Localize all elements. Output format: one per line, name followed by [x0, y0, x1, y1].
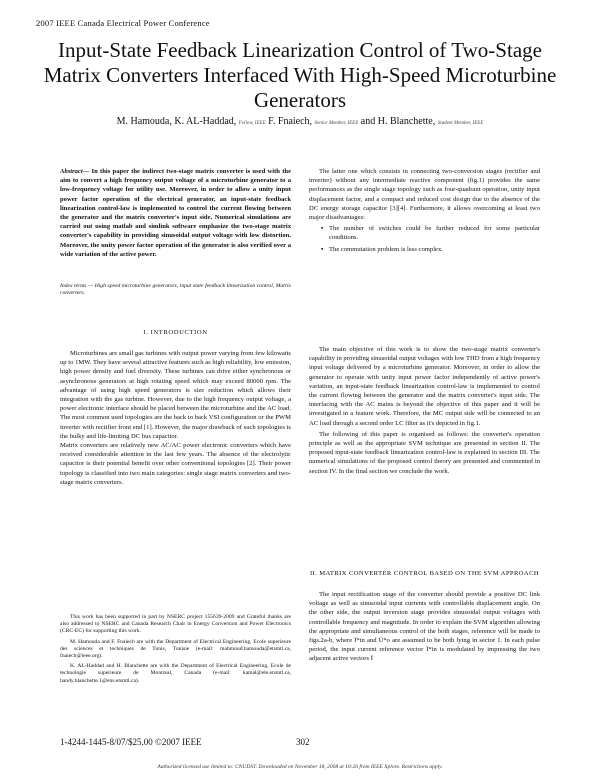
right-intro-paragraph: The latter one which consists in connecting two-conversion stages (rectifier and inverter) without any intermediate reactive component (fig.1) provides the same performances as the single stage topology such as four-quadrant operation, unity input displacement factor, and a compact and reduced cost design due to the absence of the DC energy storage capacitor [3][4]. Furthermore, it allows overcoming at least two major disadvantages:	[309, 168, 540, 222]
right-column-intro	[309, 167, 540, 256]
section-2-paragraph: The input rectification stage of the converter should provide a positive DC link voltage as well as sinusoidal input currents with controllable displacement angle. On the other side, the output inversion stage provides sinusoidal output voltages with controllable frequency and magnitude. In order to explain the SVM algorithm allowing the appropriate and simultaneous control of the both stages, reference will be made to figs.2a-b, where Ī*in and Ū*o are assumed to be both lying in sector 1. In each pulse period, the input current reference vector Ī*in is modulated by impressing the two adjacent active vectors Ī	[309, 591, 540, 663]
footnotes	[60, 614, 291, 688]
footnote: This work has been supported in part by NSERC project 155639-2009 and Grateful thanks are also addressed to NSERC and Canada Research Chair in Energy Conversion and Power Electronics (CRC-EC) for supporting this work.	[60, 614, 291, 635]
section-1-heading: I. INTRODUCTION	[143, 329, 208, 336]
conference-header: 2007 IEEE Canada Electrical Power Conference	[36, 18, 210, 28]
author-3: and H. Blanchette,	[360, 116, 436, 127]
section-2-heading: II. MATRIX CONVERTER CONTROL BASED ON THE SVM APPROACH	[309, 570, 540, 577]
author-1-affiliation: Fellow, IEEE	[238, 121, 266, 126]
author-1: M. Hamouda, K. AL-Haddad,	[116, 116, 237, 127]
page-number: 302	[296, 737, 310, 747]
author-2-affiliation: Senior Member, IEEE	[314, 121, 359, 126]
license-notice: Authorized licensed use limited to: CNUDST. Downloaded on November 18, 2008 at 10:26 from IEEE Xplore. Restrictions apply.	[157, 764, 443, 770]
intro-paragraph: Matrix converters are relatively new AC/AC power electronic converters which have received considerable attention in the last few years. The absence of the electrolytic capacitor is their potential benefit over other conventional topologies [2]. Their power topology is classified into two main categories: single stage matrix converters and two-stage matrix converters.	[60, 442, 291, 486]
paper-title: Input-State Feedback Linearization Control of Two-Stage Matrix Converters Interfaced With High-Speed Microturbine Generators	[43, 38, 557, 112]
disadvantages-list	[321, 224, 540, 254]
author-line	[40, 116, 560, 127]
footnote: M. Hamouda and F. Fnaiech are with the Department of Electrical Engineering, Ecole superieure des sciences et techniques de Tunis, Tunisie (e-mail: mahmoud.hamouda@etsmtl.ca, fnaiech@ieee.org).	[60, 638, 291, 660]
author-2: F. Fnaiech,	[268, 116, 313, 127]
isbn-copyright: 1-4244-1445-8/07/$25.00 ©2007 IEEE	[60, 737, 202, 747]
list-item: ▪ The commutation problem is less complex.	[321, 245, 540, 254]
abstract	[60, 167, 291, 259]
section-2-body	[309, 590, 540, 664]
footnote: K. AL-Haddad and H. Blanchette are with the Department of Electrical Engineering, Ecole de technologie superieure de Montreal, Canada (e-mail: kamal@ele.etsmtl.ca, handy.blanchette.1@ens.etsmtl.ca).	[60, 663, 291, 684]
list-item: ▪ The number of switches could be further reduced for some particular conditions.	[321, 224, 540, 242]
abstract-text: — In this paper the indirect two-stage matrix converter is used with the aim to convert a high frequency output voltage of a microturbine generator to a low-frequency voltage for utility use. Moreover, in order to allow a unity input power factor operation of the electrical generator, an input-state feedback linearization control-law is implemented to control the current flowing between the generator and the matrix converter's input side. Numerical simulations are carried out using matlab and simlink software emphasize the two-stage matrix converter's capability in providing sinusoidal output voltage with low distortion. Moreover, the unity power factor operation of the generator is also verified over a wide variation of the active power.	[60, 168, 291, 258]
objective-paragraph: The main objective of this work is to show the two-stage matrix converter's capability in providing sinusoidal output voltages with low THD from a high frequency input voltage delivered by a microturbine generator. Moreover, in order to allow the generator to operate with unity input power factor independently of active power's variation, an input-state feedback linearization control-law is implemented to control the current flowing between the generator and the matrix converter's input side. The interfacing with the AC mains is beyond the objective of this paper and it will be investigated in a feature work. Therefore, the MC output side will be connected to an AC load through a second order LC filter as it's depicted in fig.1.	[309, 346, 540, 427]
right-column-body	[309, 345, 540, 478]
organisation-paragraph: The following of this paper is organised as follows: the converter's operation principle as well as the appropriate SVM technique are presented in section II. The proposed input-state feedback linearization control-law is explained in section III. The numerical simulations of the proposed control theory are presented and commented in section IV. In the final section we conclude the work.	[309, 430, 540, 475]
intro-paragraph: Microturbines are small gas turbines with output power varying from few kilowatts up to 1MW. They have several attractive features such as high reliability, low emission, high power density and fuel diversity. These turbines can drive either synchronous or asynchronous generators at high rotating speed which may exceed 80000 rpm. The advantage of using high speed generators is size reduction which allows their integration with the gas turbine. However, due to the high frequency output voltage, a power electronic interface should be placed between the microturbine and the AC load. The most common used topologies are the back to back VSI configuration or the PWM inverter with rectifier front end [1]. However, the major drawback of such topologies is the bulky and life-limiting DC bus capacitor.	[60, 350, 291, 440]
index-terms: Index terms — High speed microturbine generators, input state feedback linearization control, Matrix converters.	[60, 283, 291, 296]
introduction-body	[60, 349, 291, 487]
author-3-affiliation: Student Member, IEEE	[437, 121, 484, 126]
abstract-lead: Abstract	[60, 168, 83, 175]
